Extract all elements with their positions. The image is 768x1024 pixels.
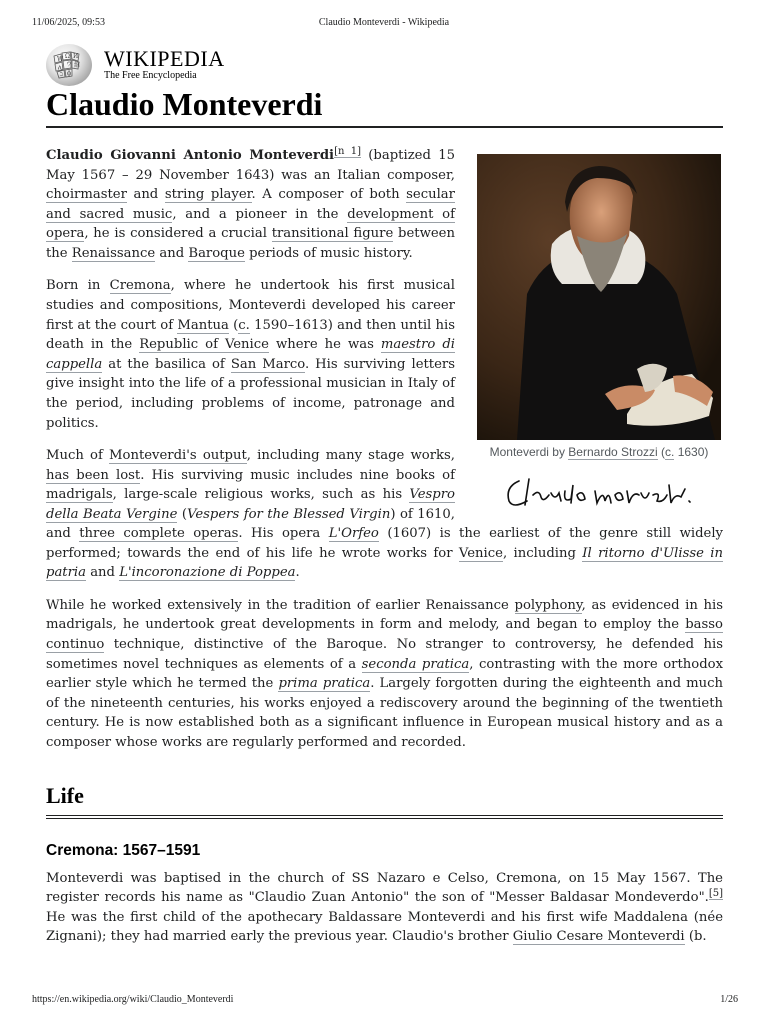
link-ritorno[interactable]: Il ritorno d'Ulisse in patria [46, 545, 723, 581]
print-header [0, 17, 768, 31]
intro-paragraph-3: Much of Monteverdi's output, including many stage works, has been lost. His surviving music includes nine books of madrigals, large-scale religious works, such as his Vespro della Beata Vergine (Vespers for the Blessed Virgin) of 1610, and three complete operas. His opera L'Orfeo (1607) is the earliest of the genre still widely performed; towards the end of his life he wrote works for Venice, including Il ritorno d'Ulisse in patria and L'incoronazione di Poppea. [46, 447, 724, 581]
link-string-player[interactable]: string player [164, 187, 252, 203]
link-venice[interactable]: Venice [458, 545, 503, 561]
link-secular-sacred-music[interactable]: secular and sacred music [46, 187, 455, 222]
intro-paragraph-1: Claudio Giovanni Antonio Monteverdi[n 1] (baptized 15 May 1567 – 29 November 1643) was an Italian composer, choirmaster and string player. A composer of both secular and sacred music, and a pioneer in the development of opera, he is considered a crucial transitional figure between the Renaissance and Baroque periods of music history. [46, 145, 455, 261]
link-three-operas[interactable]: three complete operas [79, 526, 239, 542]
note-n1[interactable]: [n 1] [334, 145, 361, 157]
link-poppea[interactable]: L'incoronazione di Poppea [119, 565, 296, 581]
link-basso-continuo[interactable]: basso continuo [46, 617, 723, 653]
svg-text:И: И [73, 53, 79, 60]
article-content [46, 146, 723, 960]
link-choirmaster[interactable]: choirmaster [46, 187, 127, 203]
section-heading-life: Life [46, 783, 723, 819]
page-title: Claudio Monteverdi [46, 84, 723, 128]
print-datetime: 11/06/2025, 09:53 [32, 17, 105, 28]
link-development-of-opera[interactable]: development of opera [46, 206, 455, 242]
link-polyphony[interactable]: polyphony [514, 597, 582, 613]
svg-text:ウ: ウ [66, 61, 73, 68]
wikipedia-tagline: The Free Encyclopedia [104, 70, 197, 81]
intro-paragraph-4: While he worked extensively in the tradition of earlier Renaissance polyphony, as evidenced in his madrigals, he undertook great developments in form and melody, and began to employ the basso continuo technique, distinctive of the Baroque. No stranger to controversy, he defended his sometimes novel techniques as elements of a seconda pratica, contrasting with the more orthodox earlier style which he termed the prima pratica. Largely forgotten during the eighteenth and much of the nineteenth centuries, his works enjoyed a rediscovery around the beginning of the twentieth century. He is now established both as a significant influence in European musical history and as a composer whose works are regularly performed and recorded. [46, 597, 724, 751]
svg-text:ϕ: ϕ [67, 70, 72, 77]
subsection-heading-cremona: Cremona: 1567–1591 [46, 841, 201, 859]
wikipedia-wordmark: WIKIPEDIA [104, 46, 225, 71]
link-prima-pratica[interactable]: prima pratica [278, 676, 371, 692]
svg-text:W: W [57, 56, 64, 63]
svg-text:維: 維 [74, 62, 81, 69]
link-seconda-pratica[interactable]: seconda pratica [361, 656, 470, 672]
link-circa[interactable]: c. [665, 445, 675, 459]
print-page-title: Claudio Monteverdi - Wikipedia [318, 17, 450, 28]
subject-name: Claudio Giovanni Antonio Monteverdi [46, 148, 335, 163]
link-san-marco[interactable]: San Marco [230, 356, 305, 372]
svg-text:Ω: Ω [65, 53, 70, 60]
print-page-number: 1/26 [720, 994, 738, 1005]
link-circa[interactable]: c. [238, 317, 250, 333]
link-cremona[interactable]: Cremona [109, 278, 171, 294]
link-baroque[interactable]: Baroque [188, 245, 245, 261]
intro-paragraph-2: Born in Cremona, where he undertook his first musical studies and compositions, Monteverdi developed his career first at the court of Mantua (c. 1590–1613) and then until his death in the Republic of Venice where he was maestro di cappella at the basilica of San Marco. His surviving letters give insight into the life of a professional musician in Italy of the period, including problems of income, patronage and politics. [46, 278, 455, 431]
portrait-image[interactable] [477, 154, 721, 440]
link-mantua[interactable]: Mantua [177, 317, 229, 333]
link-maestro-di-cappella[interactable]: maestro di cappella [46, 337, 455, 372]
signature-image [499, 471, 699, 513]
link-republic-of-venice[interactable]: Republic of Venice [139, 337, 269, 353]
link-bernardo-strozzi[interactable]: Bernardo Strozzi [568, 445, 658, 459]
print-url: https://en.wikipedia.org/wiki/Claudio_Monteverdi [32, 994, 234, 1005]
print-footer [0, 994, 768, 1008]
svg-text:ሊ: ሊ [58, 64, 63, 71]
link-renaissance[interactable]: Renaissance [71, 245, 156, 261]
link-monteverdi-output[interactable]: Monteverdi's output [109, 447, 247, 463]
link-orfeo[interactable]: L'Orfeo [328, 526, 379, 542]
link-madrigals[interactable]: madrigals [46, 487, 113, 503]
portrait-caption: Monteverdi by Bernardo Strozzi (c. 1630) [489, 445, 709, 459]
link-transitional-figure[interactable]: transitional figure [271, 226, 394, 242]
svg-text:ב: ב [60, 71, 63, 78]
life-paragraph-1: Monteverdi was baptised in the church of SS Nazaro e Celso, Cremona, on 15 May 1567. The register records his name as "Claudio Zuan Antonio" the son of "Messer Baldasar Mondeverdo".[5] He was the first child of the apothecary Baldassare Monteverdi and his first wife Maddalena (née Zignani); they had married early the previous year. Claudio's brother Giulio Cesare Monteverdi (b. [46, 870, 723, 945]
wikipedia-globe-icon [46, 44, 92, 86]
link-has-been-lost[interactable]: has been lost [46, 467, 141, 483]
infobox [477, 154, 721, 513]
wikipedia-logo[interactable] [46, 44, 246, 86]
link-giulio-cesare-monteverdi[interactable]: Giulio Cesare Monteverdi [512, 929, 685, 945]
reference-5[interactable]: [5] [708, 887, 723, 899]
link-vespro[interactable]: Vespro della Beata Vergine [46, 487, 455, 522]
vespers-translation: Vespers for the Blessed Virgin [187, 506, 391, 522]
